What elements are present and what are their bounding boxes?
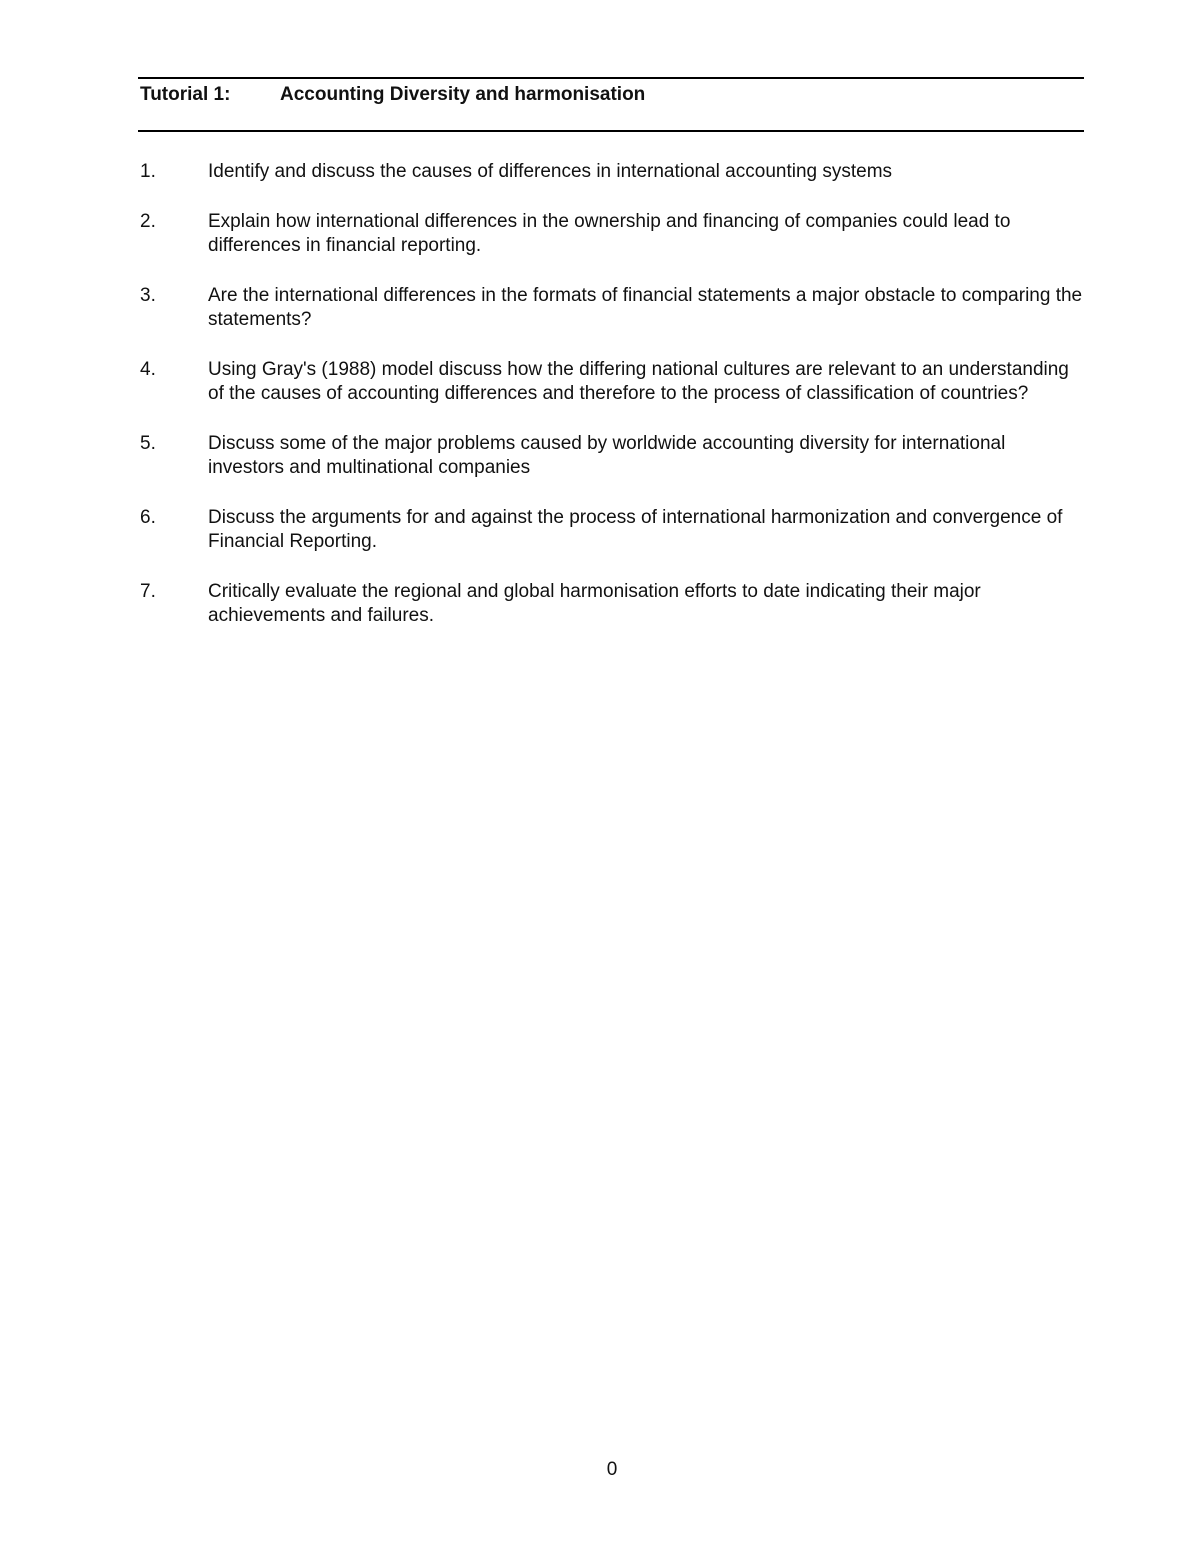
question-item bbox=[140, 358, 1084, 407]
question-number: 6. bbox=[140, 506, 156, 528]
question-number: 4. bbox=[140, 358, 156, 380]
question-item bbox=[140, 432, 1084, 481]
question-text: Using Gray's (1988) model discuss how the differing national cultures are relevant to an understanding of the causes of accounting differences and therefore to the process of classification of countries? bbox=[208, 358, 1069, 404]
question-number: 2. bbox=[140, 210, 156, 232]
question-number: 5. bbox=[140, 432, 156, 454]
tutorial-heading bbox=[140, 84, 645, 106]
question-item bbox=[140, 506, 1084, 555]
question-text: Discuss some of the major problems caused by worldwide accounting diversity for international investors and multinational companies bbox=[208, 432, 1006, 478]
question-item bbox=[140, 160, 1084, 185]
question-number: 1. bbox=[140, 161, 156, 182]
tutorial-title: Accounting Diversity and harmonisation bbox=[280, 84, 646, 105]
question-text: Are the international differences in the formats of financial statements a major obstacle to comparing the statements? bbox=[208, 284, 1083, 330]
header-bottom-rule bbox=[138, 130, 1084, 132]
question-item bbox=[140, 210, 1084, 259]
question-text: Critically evaluate the regional and global harmonisation efforts to date indicating their major achievements and failures. bbox=[208, 580, 981, 626]
page-number: 0 bbox=[606, 1459, 618, 1480]
question-text: Discuss the arguments for and against the process of international harmonization and convergence of Financial Reporting. bbox=[208, 506, 1063, 552]
question-number: 7. bbox=[140, 580, 156, 602]
question-number: 3. bbox=[140, 284, 156, 306]
tutorial-label: Tutorial 1: bbox=[140, 84, 231, 105]
question-item bbox=[140, 580, 1084, 629]
header-top-rule bbox=[138, 77, 1084, 79]
question-text: Identify and discuss the causes of differences in international accounting systems bbox=[208, 161, 893, 182]
question-text: Explain how international differences in the ownership and financing of companies could lead to differences in financial reporting. bbox=[208, 210, 1011, 256]
question-list bbox=[140, 160, 1084, 654]
question-item bbox=[140, 284, 1084, 333]
